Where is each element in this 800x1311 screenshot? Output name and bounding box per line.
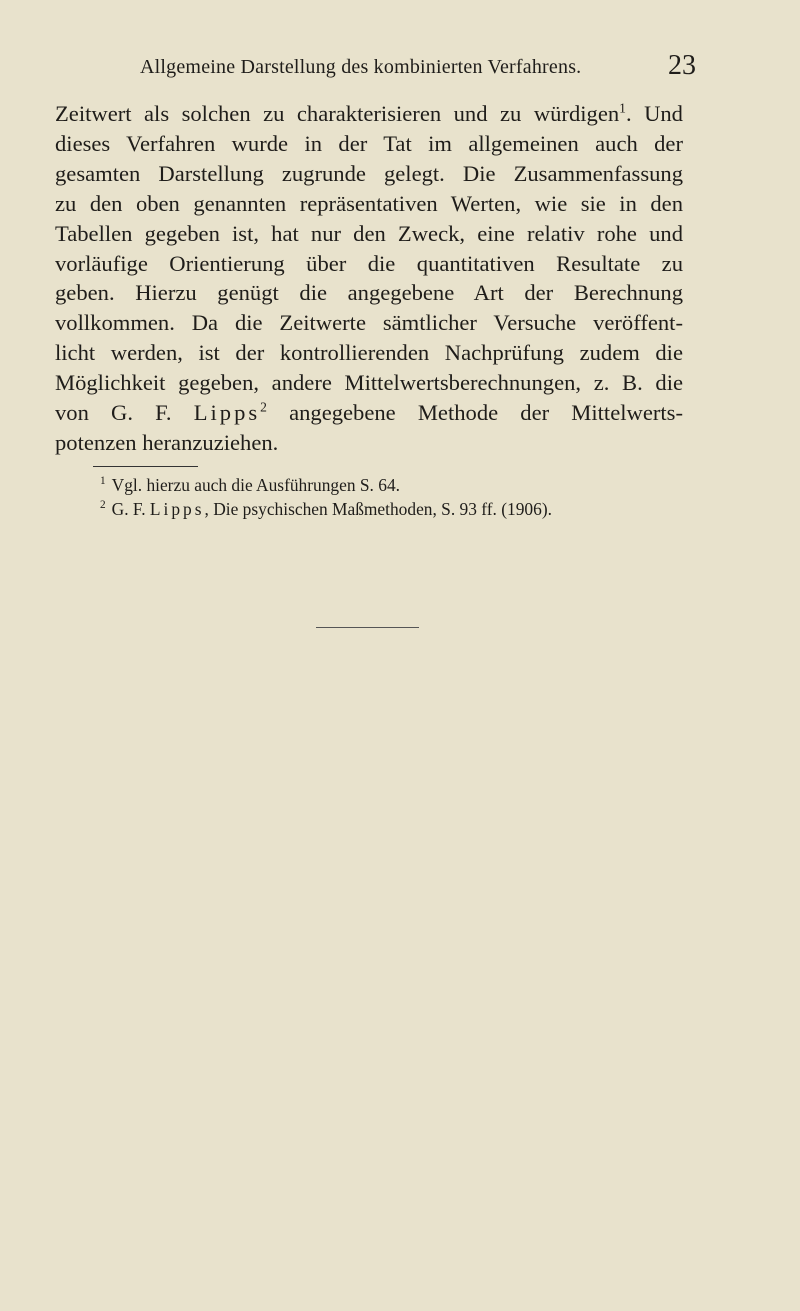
body-line: Tabellen gegeben ist, hat nur den Zweck, eine relativ rohe und [55,220,683,246]
body-line: geben. Hierzu genügt die angegebene Art der Berechnung [55,280,683,306]
body-line: zu den oben genannten repräsentativen Werten, wie sie in den [55,190,683,216]
body-line: Zeitwert als solchen zu charakterisieren und zu würdigen$^1$. Und [55,100,683,126]
body-line: vorläufige Orientierung über die quantitativen Resultate zu [55,250,683,276]
bottom-rule [316,627,419,628]
body-line: von G. F. Lipps$^2$ angegebene Methode der Mittelwerts- [55,399,683,426]
body-line: Möglichkeit gegeben, andere Mittelwertsberechnungen, z. B. die [55,370,683,396]
author-name: Lipps [149,499,205,519]
author-name: Lipps [193,400,261,426]
body-line: potenzen heranzuziehen. [55,429,279,455]
body-line: gesamten Darstellung zugrunde gelegt. Die Zusammenfassung [55,160,683,186]
footnote-mark: 2 [100,499,106,512]
footnote-ref-2: 2 [260,399,267,415]
body-line: dieses Verfahren wurde in der Tat im allgemeinen auch der [55,130,683,156]
footnote-2: $^2$ G. F. Lipps, Die psychischen Maßmethoden, S. 93 ff. (1906). [100,499,552,519]
body-line: licht werden, ist der kontrollierenden Nachprüfung zudem die [55,340,683,366]
running-header: Allgemeine Darstellung des kombinierten Verfahrens. [140,56,582,78]
footnote-1: $^1$ Vgl. hierzu auch die Ausführungen S. 64. [100,475,400,495]
footnote-mark: 1 [100,475,106,488]
footnotes [100,473,700,521]
body-paragraph [55,99,683,458]
footnote-ref-1: 1 [619,100,626,116]
footnote-separator [93,466,198,467]
page-number: 23 [668,50,696,81]
body-line: vollkommen. Da die Zeitwerte sämtlicher Versuche veröffent- [55,310,683,336]
